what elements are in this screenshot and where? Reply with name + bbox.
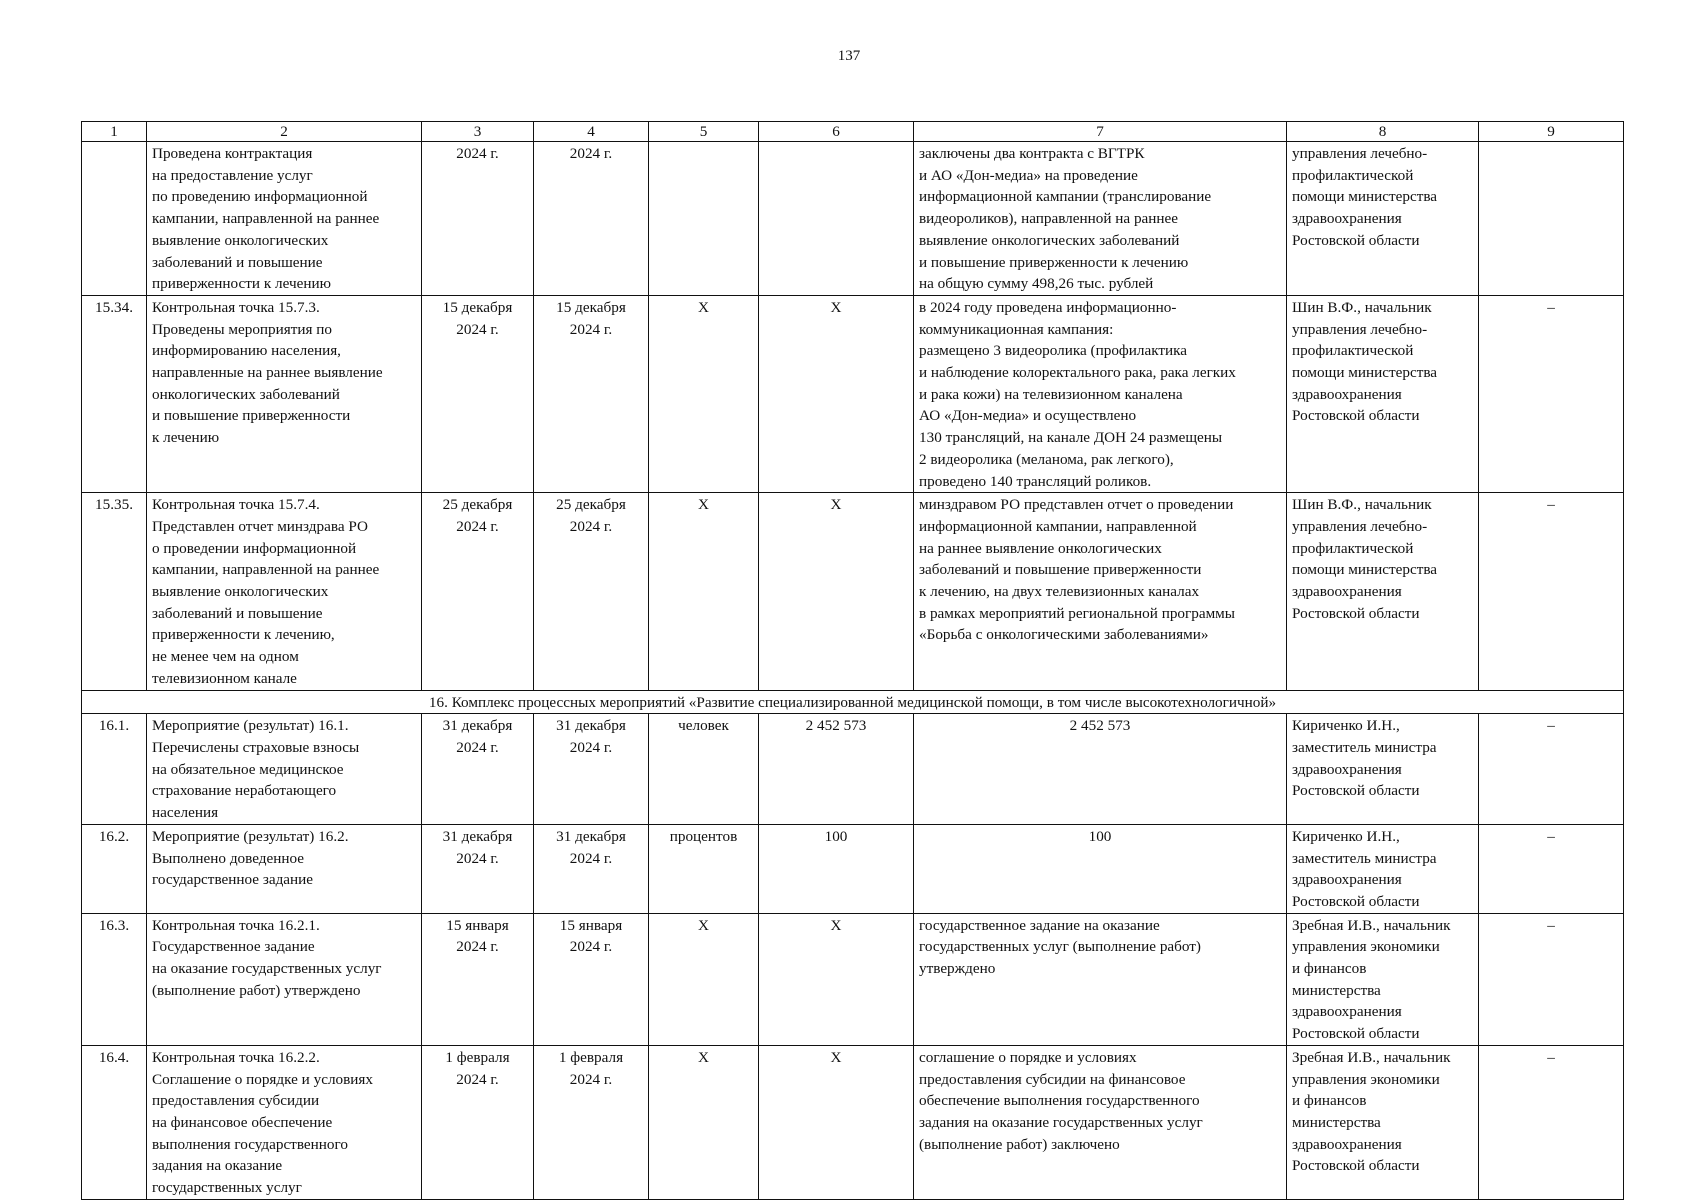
unit-cell: процентов xyxy=(649,824,759,913)
row-number-cell: 16.1. xyxy=(82,714,147,825)
event-name-cell: Контрольная точка 16.2.1. Государственное задание на оказание государственных услуг (выполнение работ) утверждено xyxy=(147,913,422,1045)
actual-date-cell: 25 декабря 2024 г. xyxy=(534,493,649,690)
responsible-cell: Шин В.Ф., начальник управления лечебно- профилактической помощи министерства здравоохранения Ростовской области xyxy=(1287,295,1479,492)
responsible-cell: Зребная И.В., начальник управления экономики и финансов министерства здравоохранения Ростовской области xyxy=(1287,1045,1479,1199)
event-name-cell: Контрольная точка 15.7.4. Представлен отчет минздрава РО о проведении информационной кампании, направленной на раннее выявление онкологических заболеваний и повышение приверженности к лечению, не менее чем на одном телевизионном канале xyxy=(147,493,422,690)
plan-date-cell: 15 января 2024 г. xyxy=(422,913,534,1045)
column-number-row xyxy=(82,122,1624,142)
section-row xyxy=(82,690,1624,714)
unit-cell: человек xyxy=(649,714,759,825)
plan-date-cell: 25 декабря 2024 г. xyxy=(422,493,534,690)
note-cell: – xyxy=(1479,714,1624,825)
row-number-cell: 15.35. xyxy=(82,493,147,690)
plan-value-cell: Х xyxy=(759,295,914,492)
table-row xyxy=(82,142,1624,296)
plan-date-cell: 2024 г. xyxy=(422,142,534,296)
plan-value-cell: 100 xyxy=(759,824,914,913)
event-name-cell: Мероприятие (результат) 16.1. Перечислены страховые взносы на обязательное медицинское страхование неработающего населения xyxy=(147,714,422,825)
column-number: 4 xyxy=(534,122,649,142)
report-table xyxy=(81,121,1624,1200)
row-number-cell: 15.34. xyxy=(82,295,147,492)
column-number: 7 xyxy=(914,122,1287,142)
column-number: 1 xyxy=(82,122,147,142)
row-number-cell xyxy=(82,142,147,296)
result-cell: 2 452 573 xyxy=(914,714,1287,825)
column-number: 3 xyxy=(422,122,534,142)
unit-cell: Х xyxy=(649,295,759,492)
event-name-cell: Проведена контрактация на предоставление услуг по проведению информационной кампании, направленной на раннее выявление онкологических заболеваний и повышение приверженности к лечению xyxy=(147,142,422,296)
unit-cell: Х xyxy=(649,1045,759,1199)
unit-cell xyxy=(649,142,759,296)
responsible-cell: Зребная И.В., начальник управления экономики и финансов министерства здравоохранения Ростовской области xyxy=(1287,913,1479,1045)
table-row xyxy=(82,913,1624,1045)
event-name-cell: Контрольная точка 16.2.2. Соглашение о порядке и условиях предоставления субсидии на финансовое обеспечение выполнения государственного задания на оказание государственных услуг xyxy=(147,1045,422,1199)
plan-date-cell: 31 декабря 2024 г. xyxy=(422,714,534,825)
section-title: 16. Комплекс процессных мероприятий «Развитие специализированной медицинской помощи, в том числе высокотехнологичной» xyxy=(82,690,1624,714)
result-cell: в 2024 году проведена информационно- коммуникационная кампания: размещено 3 видеоролика (профилактика и наблюдение колоректального рака, рака легких и рака кожи) на телевизионном каналена АО «Дон-медиа» и осуществлено 130 трансляций, на канале ДОН 24 размещены 2 видеоролика (меланома, рак легкого), проведено 140 трансляций роликов. xyxy=(914,295,1287,492)
row-number-cell: 16.2. xyxy=(82,824,147,913)
row-number-cell: 16.3. xyxy=(82,913,147,1045)
responsible-cell: управления лечебно- профилактической помощи министерства здравоохранения Ростовской области xyxy=(1287,142,1479,296)
row-number-cell: 16.4. xyxy=(82,1045,147,1199)
page-number: 137 xyxy=(837,48,861,64)
note-cell: – xyxy=(1479,493,1624,690)
actual-date-cell: 1 февраля 2024 г. xyxy=(534,1045,649,1199)
result-cell: заключены два контракта с ВГТРК и АО «Дон-медиа» на проведение информационной кампании (транслирование видеороликов), направленной на раннее выявление онкологических заболеваний и повышение приверженности к лечению на общую сумму 498,26 тыс. рублей xyxy=(914,142,1287,296)
event-name-cell: Мероприятие (результат) 16.2. Выполнено доведенное государственное задание xyxy=(147,824,422,913)
plan-value-cell xyxy=(759,142,914,296)
column-number: 9 xyxy=(1479,122,1624,142)
plan-date-cell: 31 декабря 2024 г. xyxy=(422,824,534,913)
actual-date-cell: 15 декабря 2024 г. xyxy=(534,295,649,492)
column-number: 6 xyxy=(759,122,914,142)
plan-value-cell: Х xyxy=(759,1045,914,1199)
responsible-cell: Кириченко И.Н., заместитель министра здравоохранения Ростовской области xyxy=(1287,714,1479,825)
table-row xyxy=(82,493,1624,690)
result-cell: государственное задание на оказание государственных услуг (выполнение работ) утверждено xyxy=(914,913,1287,1045)
note-cell: – xyxy=(1479,295,1624,492)
actual-date-cell: 31 декабря 2024 г. xyxy=(534,824,649,913)
note-cell: – xyxy=(1479,824,1624,913)
unit-cell: Х xyxy=(649,913,759,1045)
actual-date-cell: 31 декабря 2024 г. xyxy=(534,714,649,825)
note-cell: – xyxy=(1479,1045,1624,1199)
table-row xyxy=(82,714,1624,825)
responsible-cell: Шин В.Ф., начальник управления лечебно- профилактической помощи министерства здравоохранения Ростовской области xyxy=(1287,493,1479,690)
note-cell xyxy=(1479,142,1624,296)
note-cell: – xyxy=(1479,913,1624,1045)
unit-cell: Х xyxy=(649,493,759,690)
table-row xyxy=(82,824,1624,913)
result-cell: минздравом РО представлен отчет о проведении информационной кампании, направленной на раннее выявление онкологических заболеваний и повышение приверженности к лечению, на двух телевизионных каналах в рамках мероприятий региональной программы «Борьба с онкологическими заболеваниями» xyxy=(914,493,1287,690)
plan-value-cell: 2 452 573 xyxy=(759,714,914,825)
result-cell: соглашение о порядке и условиях предоставления субсидии на финансовое обеспечение выполнения государственного задания на оказание государственных услуг (выполнение работ) заключено xyxy=(914,1045,1287,1199)
actual-date-cell: 2024 г. xyxy=(534,142,649,296)
plan-date-cell: 15 декабря 2024 г. xyxy=(422,295,534,492)
actual-date-cell: 15 января 2024 г. xyxy=(534,913,649,1045)
plan-value-cell: Х xyxy=(759,913,914,1045)
plan-value-cell: Х xyxy=(759,493,914,690)
column-number: 5 xyxy=(649,122,759,142)
column-number: 2 xyxy=(147,122,422,142)
result-cell: 100 xyxy=(914,824,1287,913)
plan-date-cell: 1 февраля 2024 г. xyxy=(422,1045,534,1199)
column-number: 8 xyxy=(1287,122,1479,142)
table-row xyxy=(82,295,1624,492)
responsible-cell: Кириченко И.Н., заместитель министра здравоохранения Ростовской области xyxy=(1287,824,1479,913)
table-body xyxy=(82,142,1624,1200)
table-row xyxy=(82,1045,1624,1199)
event-name-cell: Контрольная точка 15.7.3. Проведены мероприятия по информированию населения, направленные на раннее выявление онкологических заболеваний и повышение приверженности к лечению xyxy=(147,295,422,492)
